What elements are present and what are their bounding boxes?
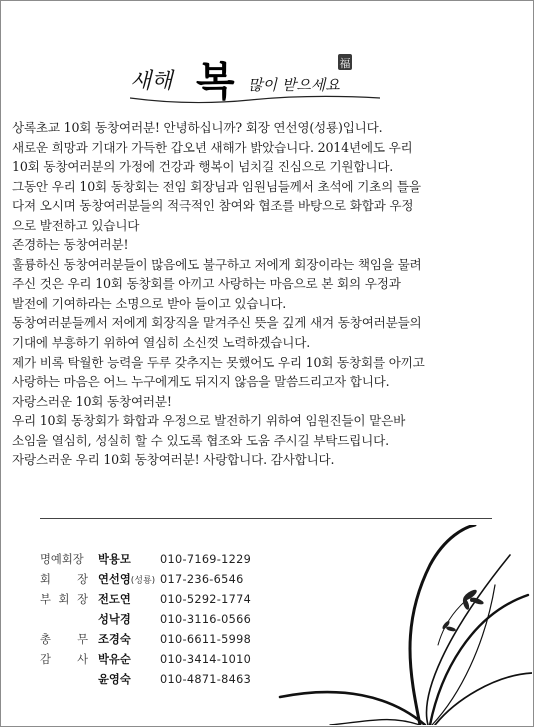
new-year-calligraphy-banner — [130, 40, 430, 110]
officer-phone: 010-3414-1010 — [160, 653, 252, 666]
officer-name: 박용모 — [98, 553, 131, 566]
officer-nickname: (성룡) — [130, 576, 156, 586]
seal-stamp-icon — [338, 54, 352, 70]
letter-line: 제가 비록 탁월한 능력을 두루 갖추지는 못했어도 우리 10회 동창회를 아끼고 — [12, 354, 425, 370]
officer-phone: 010-6611-5998 — [160, 633, 252, 646]
orchid-ink-painting — [270, 525, 532, 725]
role-char: 사 — [77, 653, 88, 666]
role-char: 회 — [40, 573, 51, 586]
letter-line: 으로 발전하고 있습니다 — [12, 217, 140, 233]
letter-line: 사랑하는 마음은 어느 누구에게도 뒤지지 않음을 말씀드리고자 합니다. — [12, 374, 390, 390]
officer-role — [40, 630, 88, 650]
letter-line: 동창여러분들께서 저에게 회장직을 맡겨주신 뜻을 깊게 새겨 동창여러분들의 — [12, 315, 422, 331]
letter-line: 새로운 희망과 기대가 가득한 갑오년 새해가 밝았습니다. 2014년에도 우리 — [12, 139, 413, 155]
officer-role — [40, 550, 96, 570]
banner-brush-stroke — [130, 96, 380, 102]
role-char: 총 — [40, 633, 51, 646]
role-char: 부 — [40, 593, 51, 606]
letter-line: 우리 10회 동창회가 화합과 우정으로 발전하기 위하여 임원진들이 맡은바 — [12, 413, 406, 429]
letter-line: 다져 오시며 동창여러분들의 적극적인 참여와 협조를 바탕으로 화합과 우정 — [12, 198, 414, 214]
letter-line: 10회 동창여러분의 가정에 건강과 행복이 넘치길 진심으로 기원합니다. — [12, 159, 394, 175]
officer-phone: 017-236-6546 — [160, 573, 244, 586]
officer-name: 조경숙 — [98, 633, 131, 646]
letter-line: 자랑스러운 우리 10회 동창여러분! 사랑합니다. 감사합니다. — [12, 452, 335, 468]
officer-phone: 010-5292-1774 — [160, 593, 252, 606]
officer-role — [40, 650, 88, 670]
officer-phone: 010-4871-8463 — [160, 673, 252, 686]
officer-name — [98, 570, 155, 591]
role-char: 무 — [77, 633, 88, 646]
letter-line: 훌륭하신 동창여러분들이 많음에도 불구하고 저에게 회장이라는 책임을 물려 — [12, 256, 422, 272]
officer-phone: 010-7169-1229 — [160, 553, 252, 566]
banner-text-pre: 새해 — [130, 69, 173, 94]
banner-text-post: 많이 받으세요 — [248, 76, 340, 94]
officer-role — [40, 570, 88, 590]
letter-line: 소임을 열심히, 성실히 할 수 있도록 협조와 도움 주시길 부탁드립니다. — [12, 432, 389, 448]
officer-name: 박유순 — [98, 653, 131, 666]
officer-role — [40, 590, 88, 610]
officer-name-text: 연선영 — [98, 573, 131, 586]
letter-line: 주신 것은 우리 10회 동창회를 아끼고 사랑하는 마음으로 본 회의 우정과 — [12, 276, 401, 292]
officer-phone: 010-3116-0566 — [160, 613, 252, 626]
letter-line: 존경하는 동창여러분! — [12, 237, 129, 253]
greeting-letter — [12, 118, 492, 470]
role-char: 감 — [40, 653, 51, 666]
seal-glyph: 福 — [339, 57, 351, 70]
officer-name: 윤영숙 — [98, 673, 131, 686]
role-char: 명예회장 — [40, 553, 84, 566]
officer-name: 전도연 — [98, 593, 131, 606]
letter-line: 기대에 부흥하기 위하여 열심히 소신껏 노력하겠습니다. — [12, 335, 311, 351]
letter-line: 자랑스러운 10회 동창여러분! — [12, 393, 172, 409]
officer-name: 성낙경 — [98, 613, 131, 626]
letter-line: 그동안 우리 10회 동창회는 전임 회장님과 임원님들께서 초석에 기초의 틀을 — [12, 178, 421, 194]
role-char: 장 — [77, 573, 88, 586]
divider-line — [40, 518, 492, 519]
role-char: 회 — [58, 593, 70, 606]
banner-text-bok: 복 — [196, 58, 235, 105]
role-char: 장 — [77, 593, 88, 606]
letter-line: 상록초교 10회 동창여러분! 안녕하십니까? 회장 연선영(성룡)입니다. — [12, 120, 383, 135]
letter-line: 발전에 기여하라는 소명으로 받아 들이고 있습니다. — [12, 295, 287, 311]
